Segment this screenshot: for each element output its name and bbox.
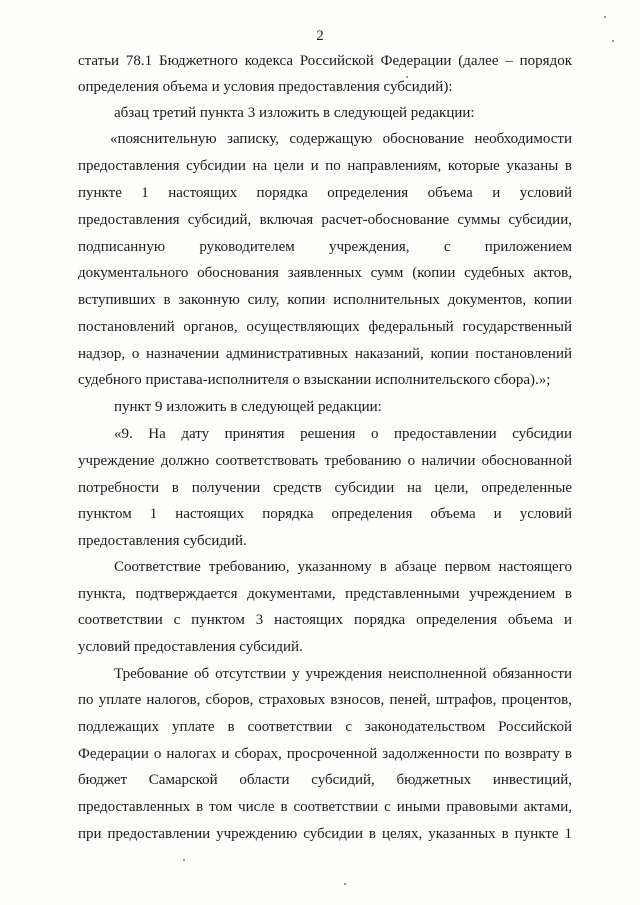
text-line: предоставления субсидии на цели и по направлениям, которые указаны в (78, 158, 572, 174)
text-line: соответствии с пунктом 3 настоящих порядка определения объема и (78, 612, 572, 628)
text-line: Требование об отсутствии у учреждения неисполненной обязанности (114, 666, 572, 682)
text-line: документального обоснования заявленных сумм (копии судебных актов, (78, 265, 572, 281)
text-line: учреждение должно соответствовать требованию о наличии обоснованной (78, 453, 572, 469)
text-line: Соответствие требованию, указанному в абзаце первом настоящего (114, 559, 572, 575)
page-number: 2 (316, 28, 324, 44)
text-line: надзор, о назначении административных наказаний, копии постановлений (78, 346, 572, 362)
text-line: постановлений органов, осуществляющих федеральный государственный (78, 319, 572, 335)
text-line: пунктом 1 настоящих порядка определения объема и условий (78, 506, 572, 522)
text-line: подписанную руководителем учреждения, с приложением (78, 239, 572, 255)
scan-speck (344, 883, 346, 885)
text-line: пункт 9 изложить в следующей редакции: (114, 399, 382, 415)
text-line: пункта, подтверждается документами, представленными учреждением в (78, 586, 572, 602)
text-line: абзац третий пункта 3 изложить в следующей редакции: (114, 105, 475, 121)
text-line: при предоставлении учреждению субсидии в целях, указанных в пункте 1 (78, 826, 572, 842)
scan-speck (406, 76, 408, 78)
text-line: пункте 1 настоящих порядка определения объема и условий (78, 185, 572, 201)
text-line: предоставленных в том числе в соответствии с иными правовыми актами, (78, 799, 572, 815)
text-line: потребности в получении средств субсидии на цели, определенные (78, 480, 572, 496)
text-line: предоставления субсидий, включая расчет-обоснование суммы субсидии, (78, 212, 572, 228)
text-line: вступивших в законную силу, копии исполнительных документов, копии (78, 292, 572, 308)
text-line: «9. На дату принятия решения о предоставлении субсидии (114, 426, 572, 442)
text-line: бюджет Самарской области субсидий, бюджетных инвестиций, (78, 772, 572, 788)
text-line: по уплате налогов, сборов, страховых взносов, пеней, штрафов, процентов, (78, 692, 572, 708)
text-line: статьи 78.1 Бюджетного кодекса Российской Федерации (далее – порядок (78, 53, 572, 69)
scan-speck (604, 16, 606, 18)
text-line: «пояснительную записку, содержащую обоснование необходимости (110, 131, 572, 147)
scan-speck (183, 859, 185, 861)
text-line: Федерации о налогах и сборах, просроченной задолженности по возврату в (78, 746, 572, 762)
text-line: условий предоставления субсидий. (78, 639, 303, 655)
text-line: подлежащих уплате в соответствии с законодательством Российской (78, 719, 572, 735)
text-line: судебного пристава-исполнителя о взыскании исполнительского сбора).»; (78, 372, 551, 388)
text-line: определения объема и условия предоставления субсидий): (78, 79, 453, 95)
scan-speck (612, 40, 614, 42)
text-line: предоставления субсидий. (78, 533, 247, 549)
